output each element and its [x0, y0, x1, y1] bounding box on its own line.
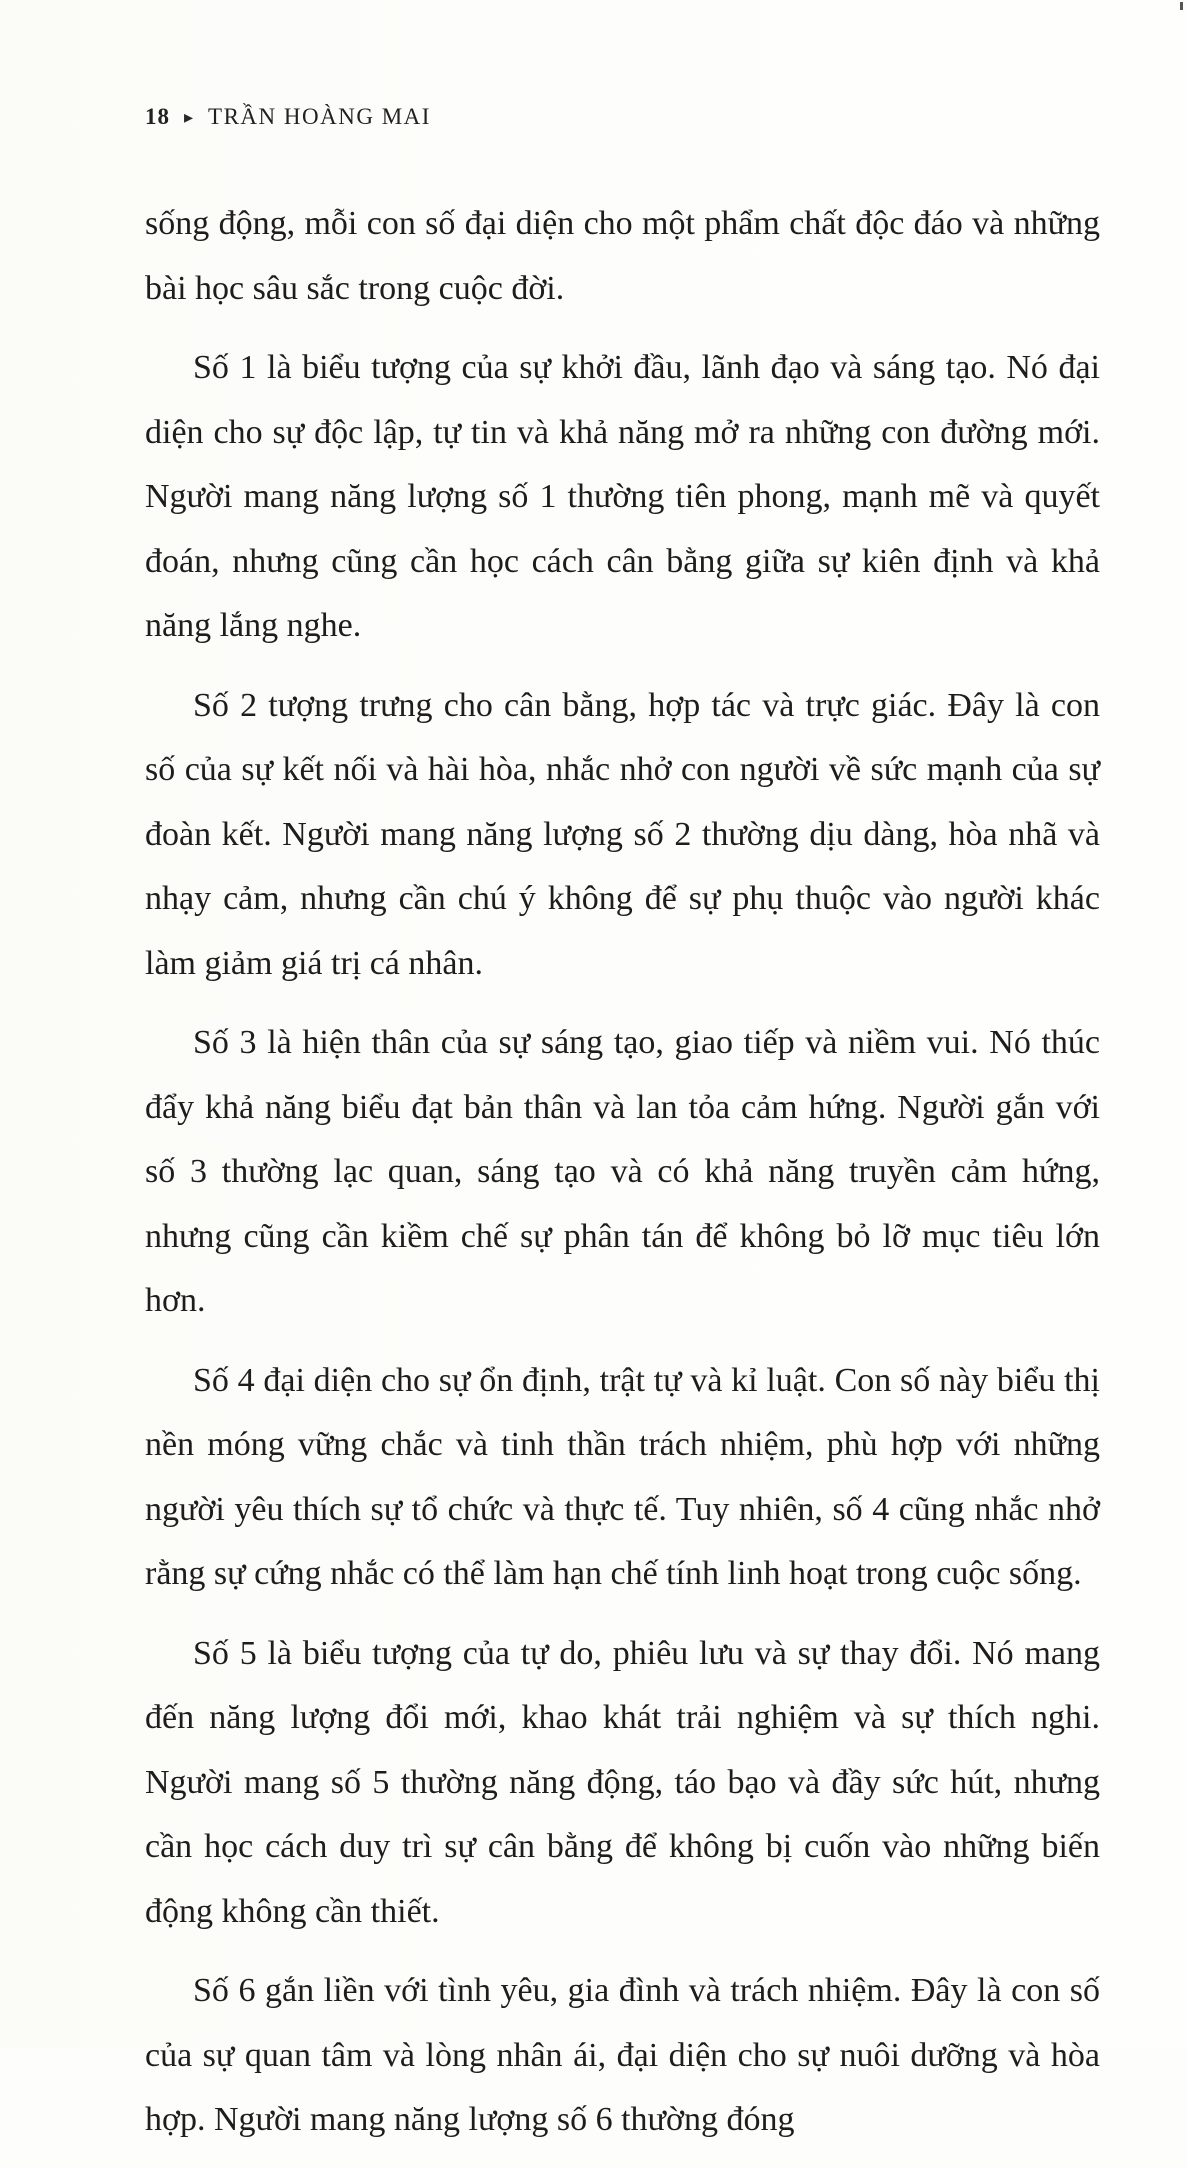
paragraph-number-5: Số 5 là biểu tượng của tự do, phiêu lưu và sự thay đổi. Nó mang đến năng lượng đổi mới, khao khát trải nghiệm và sự thích nghi. Người mang số 5 thường năng động, táo bạo và đầy sức hút, nhưng cần học cách duy trì sự cân bằng để không bị cuốn vào những biến động không cần thiết.: [145, 1634, 1100, 1930]
author-name: TRẦN HOÀNG MAI: [208, 104, 431, 129]
arrow-right-icon: ▸: [184, 107, 195, 127]
running-header: [145, 104, 431, 130]
page-corner-mark: [1180, 2, 1183, 10]
paragraph-number-2: Số 2 tượng trưng cho cân bằng, hợp tác và trực giác. Đây là con số của sự kết nối và hài hòa, nhắc nhở con người về sức mạnh của sự đoàn kết. Người mang năng lượng số 2 thường dịu dàng, hòa nhã và nhạy cảm, nhưng cần chú ý không để sự phụ thuộc vào người khác làm giảm giá trị cá nhân.: [145, 686, 1100, 982]
paragraph-number-6: Số 6 gắn liền với tình yêu, gia đình và trách nhiệm. Đây là con số của sự quan tâm và lòng nhân ái, đại diện cho sự nuôi dưỡng và hòa hợp. Người mang năng lượng số 6 thường đóng: [145, 1972, 1100, 2138]
paragraph-number-3: Số 3 là hiện thân của sự sáng tạo, giao tiếp và niềm vui. Nó thúc đẩy khả năng biểu đạt bản thân và lan tỏa cảm hứng. Người gắn với số 3 thường lạc quan, sáng tạo và có khả năng truyền cảm hứng, nhưng cũng cần kiềm chế sự phân tán để không bỏ lỡ mục tiêu lớn hơn.: [145, 1024, 1100, 1319]
paragraph-number-1: Số 1 là biểu tượng của sự khởi đầu, lãnh đạo và sáng tạo. Nó đại diện cho sự độc lập, tự tin và khả năng mở ra những con đường mới. Người mang năng lượng số 1 thường tiên phong, mạnh mẽ và quyết đoán, nhưng cũng cần học cách cân bằng giữa sự kiên định và khả năng lắng nghe.: [145, 349, 1100, 644]
page-number: 18: [145, 104, 170, 129]
paragraph-number-4: Số 4 đại diện cho sự ổn định, trật tự và kỉ luật. Con số này biểu thị nền móng vững chắc và tinh thần trách nhiệm, phù hợp với những người yêu thích sự tổ chức và thực tế. Tuy nhiên, số 4 cũng nhắc nhở rằng sự cứng nhắc có thể làm hạn chế tính linh hoạt trong cuộc sống.: [145, 1361, 1100, 1592]
body-text: [145, 192, 1100, 2168]
paragraph-continued: sống động, mỗi con số đại diện cho một phẩm chất độc đáo và những bài học sâu sắc trong cuộc đời.: [145, 205, 1100, 307]
